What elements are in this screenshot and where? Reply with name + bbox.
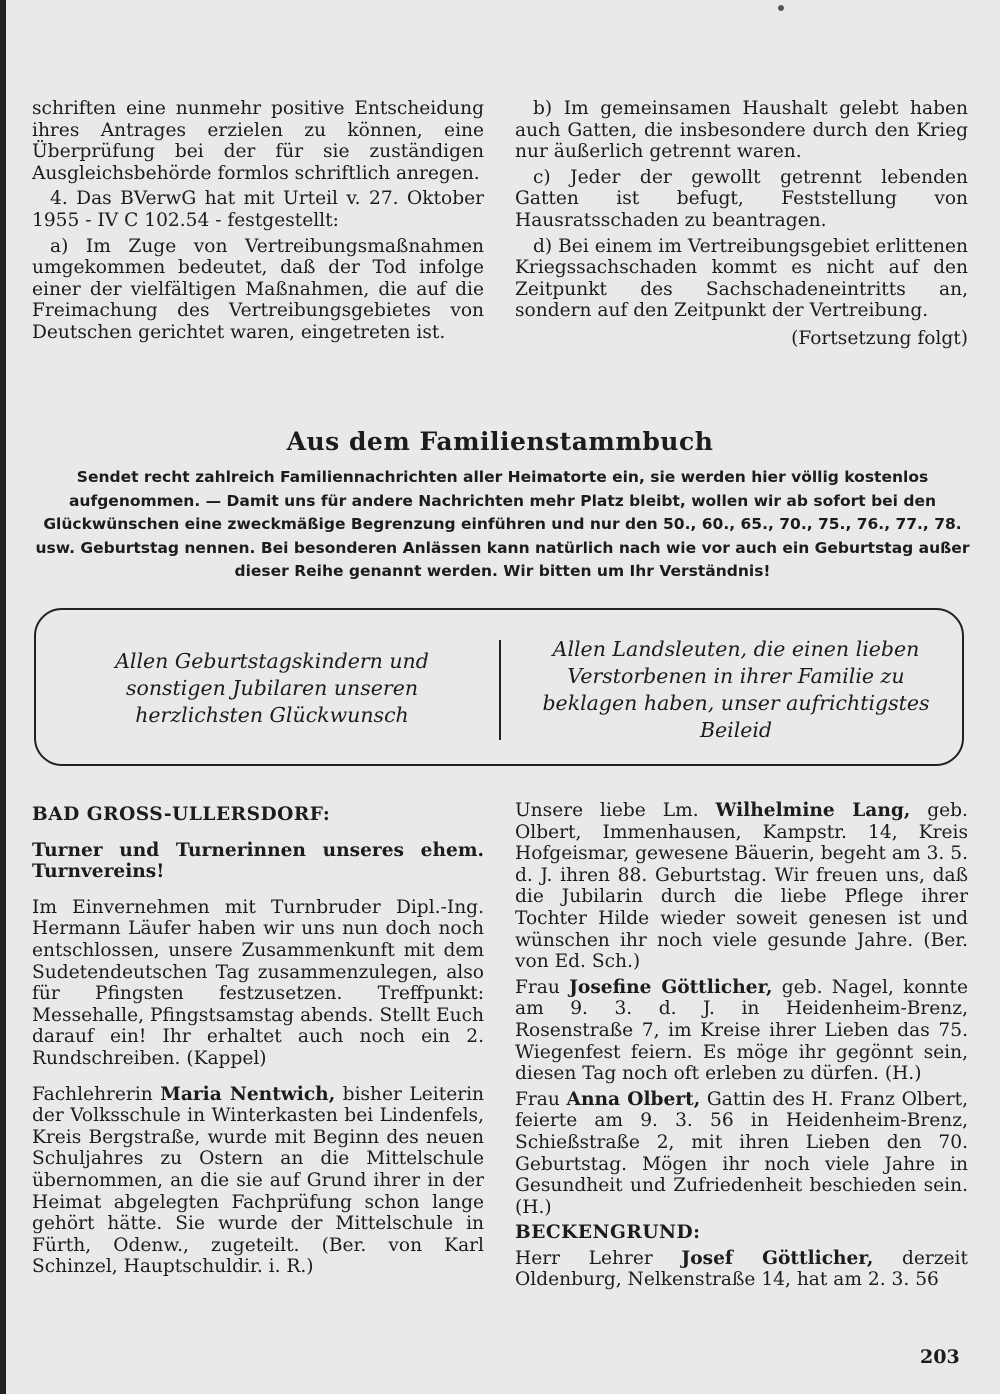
page-number: 203	[920, 1346, 960, 1368]
bottom-right-column	[515, 800, 968, 1295]
greetings-box	[34, 608, 964, 766]
birthday-greeting: Allen Geburtstagskindern und sonstigen Jubilaren unseren herzlichsten Glückwunsch	[115, 649, 429, 727]
scan-dot	[778, 5, 784, 11]
paragraph: schriften eine nunmehr positive Entscheidung ihres Antrages erzielen zu können, eine Überprüfung bei der für sie zuständigen Ausgleichsbehörde formlos schriftlich anregen.	[32, 98, 484, 184]
section-intro: Sendet recht zahlreich Familiennachrichten aller Heimatorte ein, sie werden hier völlig kostenlos aufgenommen. — Damit uns für andere Nachrichten mehr Platz bleibt, wollen wir ab sofort bei den Glückwünschen eine zweckmäßige Begrenzung einführen und nur den 50., 60., 65., 70., 75., 76., 77., 78. usw. Geburtstag nennen. Bei besonderen Anlässen kann natürlich nach wie vor auch ein Geburtstag außer dieser Reihe genannt werden. Wir bitten um Ihr Verständnis!	[35, 468, 970, 580]
person-name: Maria Nentwich,	[160, 1083, 336, 1105]
box-divider	[499, 640, 501, 740]
place-heading: BECKENGRUND:	[515, 1222, 701, 1244]
continued-note: (Fortsetzung folgt)	[791, 327, 968, 349]
text: geb. Nagel, konnte am 9. 3. d. J. in Heidenheim-Brenz, Rosenstraße 7, im Kreise ihrer Lieben das 75. Wiegenfest feiern. Es möge ihr gegönnt sein, diesen Tag noch oft erleben zu dürfen. (H.)	[515, 976, 969, 1085]
paragraph: a) Im Zuge von Vertreibungsmaßnahmen umgekommen bedeutet, daß der Tod infolge einer der vielfältigen Maßnahmen, die auf die Freimachung des Vertreibungsgebietes von Deutschen gerichtet waren, eingetreten ist.	[32, 235, 484, 343]
paragraph: Im Einvernehmen mit Turnbruder Dipl.-Ing. Hermann Läufer haben wir uns nun doch noch entschlossen, unsere Zusammenkunft mit dem Sudetendeutschen Tag zusammenzulegen, also für Pfingsten festzusetzen. Treffpunkt: Messehalle, Pfingstsamstag abends. Stellt Euch darauf ein! Ihr erhaltet auch noch ein 2. Rundschreiben. (Kappel)	[32, 896, 484, 1069]
person-name: Josefine Göttlicher,	[569, 976, 773, 998]
section-title: Aus dem Familienstammbuch	[286, 427, 714, 456]
text: derzeit Oldenburg, Nelkenstraße 14, hat am 2. 3. 56	[515, 1247, 968, 1291]
bottom-left-column	[32, 804, 484, 1282]
paragraph	[515, 977, 968, 1085]
paragraph	[32, 1084, 484, 1278]
text: Fachlehrerin	[32, 1083, 161, 1105]
condolence-message: Allen Landsleuten, die einen lieben Verstorbenen in ihrer Familie zu beklagen haben, unser aufrichtigstes Beileid	[542, 637, 930, 742]
text: Frau	[515, 976, 570, 998]
top-right-column	[515, 98, 968, 354]
person-name: Josef Göttlicher,	[681, 1247, 874, 1269]
subheading: Turner und Turnerinnen unseres ehem. Turnvereins!	[32, 839, 484, 883]
paragraph	[515, 800, 968, 973]
text: Unsere liebe Lm.	[515, 800, 716, 821]
place-heading: BAD GROSS-ULLERSDORF:	[32, 804, 331, 825]
paragraph: d) Bei einem im Vertreibungsgebiet erlittenen Kriegssachschaden kommt es nicht auf den Zeitpunkt des Sachschadeneintritts an, sondern auf den Zeitpunkt der Vertreibung.	[515, 235, 968, 322]
paragraph: b) Im gemeinsamen Haushalt gelebt haben auch Gatten, die insbesondere durch den Krieg nur äußerlich getrennt waren.	[515, 98, 968, 163]
text: Gattin des H. Franz Olbert, feierte am 9. 3. 56 in Heidenheim-Brenz, Schießstraße 2, mit ihren Lieben den 70. Geburtstag. Mögen ihr noch viele Jahre in Gesundheit und Zufriedenheit beschieden sein. (H.)	[515, 1088, 968, 1218]
person-name: Anna Olbert,	[566, 1088, 701, 1110]
text: Herr Lehrer	[515, 1247, 682, 1269]
scan-edge	[0, 0, 6, 1394]
text: geb. Olbert, Immenhausen, Kampstr. 14, Kreis Hofgeismar, gewesene Bäuerin, begeht am 3. 5. d. J. ihren 88. Geburtstag. Wir freuen uns, daß die Jubilarin durch die liebe Pflege ihrer Tochter Hilde wieder soweit genesen ist und wünschen ihr noch viele gesunde Jahre. (Ber. von Ed. Sch.)	[515, 800, 968, 973]
paragraph: c) Jeder der gewollt getrennt lebenden Gatten ist befugt, Feststellung von Hausratsschaden zu beantragen.	[515, 166, 968, 231]
text: Frau	[515, 1088, 567, 1110]
paragraph	[515, 1248, 968, 1291]
top-left-column	[32, 98, 484, 348]
paragraph: 4. Das BVerwG hat mit Urteil v. 27. Oktober 1955 - IV C 102.54 - festgestellt:	[32, 188, 484, 231]
person-name: Wilhelmine Lang,	[715, 800, 911, 821]
paragraph	[515, 1089, 968, 1219]
text: bisher Leiterin der Volksschule in Winterkasten bei Lindenfels, Kreis Bergstraße, wurde mit Beginn des neuen Schuljahres zu Ostern an die Mittelschule übernommen, an die sie auf Grund ihrer in der Heimat abgelegten Fachprüfung schon lange gehört hätte. Sie wurde der Mittelschule in Fürth, Odenw., zugeteilt. (Ber. von Karl Schinzel, Hauptschuldir. i. R.)	[32, 1083, 485, 1278]
